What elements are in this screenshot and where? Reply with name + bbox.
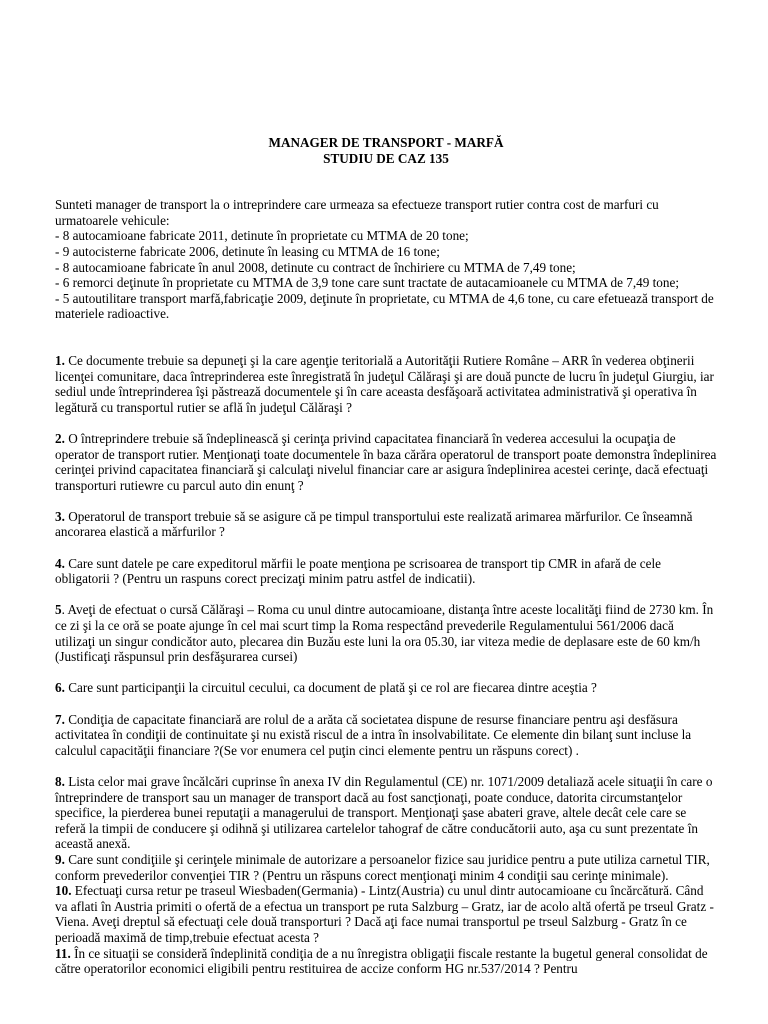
question-number: 7. — [55, 711, 65, 727]
question-number: 5 — [55, 602, 62, 618]
question-text: Condiţia de capacitate financiară are rolul de a arăta că societatea dispune de resurse financiare pentru aşi desfăsura activitatea în condiţii de continuitate şi nu există riscul de a intra în insolvabilitate. Ce elemente din bilanţ sunt incluse la calculul capacităţii financiare ?(Se vor enumera cel puţin cinci elemente pentru un răspuns corect) . — [55, 711, 692, 758]
question-4 — [55, 556, 717, 587]
question-5 — [55, 602, 717, 664]
question-6 — [55, 680, 717, 696]
question-8 — [55, 774, 717, 852]
question-text: Ce documente trebuie sa depuneţi şi la care agenţie teritorială a Autorităţii Rutiere Române – ARR în vederea obţinerii licenţei comunitare, daca întreprinderea este înregistrată în judeţul Călăraşi şi are două puncte de lucru în judeţul Giurgiu, iar sediul unde întreprinderea îşi păstrează documentele şi în care aceasta desfăşoară activitatea administrativă şi operativa în legătură cu transportul rutier se află în judeţul Călăraşi ? — [55, 352, 714, 415]
question-number: 10. — [55, 883, 72, 899]
document-title: MANAGER DE TRANSPORT - MARFĂ — [268, 135, 504, 150]
question-10 — [55, 883, 717, 945]
question-text: O întreprindere trebuie să îndeplinească şi cerinţa privind capacitatea financiară în vederea accesului la ocupaţia de operator de transport rutier. Menţionaţi toate documentele în baza cărăra operatorul de transport poate demonstra îndeplinirea cerinţei privind capacitatea financiară şi calculaţi nivelul financiar care ar asigura îndeplinirea acestei cerinţe, dacă efectuaţi transporturi rutiewre cu parcul auto din enunţ ? — [55, 430, 717, 493]
question-11 — [55, 946, 717, 977]
question-2 — [55, 431, 717, 493]
vehicle-item: - 9 autocisterne fabricate 2006, detinute în leasing cu MTMA de 16 tone; — [55, 243, 440, 259]
vehicle-item: - 6 remorci deţinute în proprietate cu MTMA de 3,9 tone care sunt tractate de autacamioanele cu MTMA de 7,49 tone; — [55, 275, 679, 291]
question-7 — [55, 712, 717, 759]
question-text: Care sunt datele pe care expeditorul mărfii le poate menţiona pe scrisoarea de transport tip CMR in afară de cele obligatorii ? (Pentru un raspuns corect precizaţi minim patru astfel de indicatii). — [55, 555, 662, 587]
question-number: 8. — [55, 773, 65, 789]
question-1 — [55, 353, 717, 415]
question-text: În ce situaţii se consideră îndeplinită condiţia de a nu înregistra obligaţii fiscale restante la bugetul general consolidat de către operatorilor economici eligibili pentru restituirea de accize conform HG nr.537/2014 ? Pentru — [55, 945, 708, 977]
intro-block — [55, 197, 717, 322]
question-number: 3. — [55, 508, 65, 524]
question-number: 9. — [55, 851, 65, 867]
vehicle-item: - 8 autocamioane fabricate în anul 2008, detinute cu contract de închiriere cu MTMA de 7,49 tone; — [55, 259, 576, 275]
question-text: Efectuaţi cursa retur pe traseul Wiesbaden(Germania) - Lintz(Austria) cu unul dintr autocamioane cu încărcătură. Când va aflati în Austria primiti o ofertă de a efectua un transport pe ruta Salzburg – Gratz, iar de acolo altă ofertă pe trseul Gratz - Viena. Aveţi dreptul să efectuaţi cele două transporturi ? Dacă aţi face numai transportul pe trseul Salzburg - Gratz în ce perioadă maximă de timp,trebuie efectuat acesta ? — [55, 883, 714, 945]
question-number: 2. — [55, 430, 65, 446]
question-text: Operatorul de transport trebuie să se asigure că pe timpul transportului este realizată arimarea mărfurilor. Ce înseamnă ancorarea elastică a mărfurilor ? — [55, 508, 693, 540]
question-text: Care sunt condiţiile şi cerinţele minimale de autorizare a persoanelor fizice sau juridice pentru a pute utiliza carnetul TIR, conform prevederilor convenţiei TIR ? (Pentru un răspuns corect menţionaţi minim 4 condiţii sau cerinţe minimale). — [55, 851, 710, 883]
question-number: 6. — [55, 680, 65, 696]
question-text: Lista celor mai grave încălcări cuprinse în anexa IV din Regulamentul (CE) nr. 1071/2009 detaliază acele situaţii în care o întreprindere de transport sau un manager de transport dacă au fost sancţionaţi, poate conduce, datorita circumstanţelor specifice, la pierderea bunei reputaţii a managerului de transport. Menţionaţi şase abateri grave, altele decât cele care se referă la timpii de conducere şi odihnă şi utilizarea cartelelor tahograf de către conducătorii auto, aşa cu sunt prezentate în această anexă. — [55, 773, 713, 852]
question-number: 11. — [55, 945, 71, 961]
document-subtitle: STUDIU DE CAZ 135 — [323, 150, 449, 166]
question-text: . Aveţi de efectuat o cursă Călăraşi – Roma cu unul dintre autocamioane, distanţa între aceste localităţi fiind de 2730 km. În ce zi şi la ce oră se poate ajunge în cel mai scurt timp la Roma respectând prevederile Regulamentului 561/2006 dacă utilizaţi un singur condicător auto, plecarea din Buzău este luni la ora 05.30, iar viteza medie de deplasare este de 60 km/h (Justificaţi răspunsul prin desfăşurarea cursei) — [55, 602, 714, 665]
question-number: 4. — [55, 555, 65, 571]
question-3 — [55, 509, 717, 540]
question-text: Care sunt participanţii la circuitul cecului, ca document de plată şi ce rol are fiecarea dintre aceştia ? — [68, 680, 597, 696]
document-content — [55, 135, 717, 977]
question-number: 1. — [55, 352, 65, 368]
vehicle-item: - 8 autocamioane fabricate 2011, detinute în proprietate cu MTMA de 20 tone; — [55, 228, 469, 244]
vehicle-item: - 5 autoutilitare transport marfă,fabricaţie 2009, deţinute în proprietate, cu MTMA de 4,6 tone, cu care efetuează transport de materiele radioactive. — [55, 290, 714, 322]
question-9 — [55, 852, 717, 883]
intro-text: Sunteti manager de transport la o intreprindere care urmeaza sa efectueze transport rutier contra cost de marfuri cu urmatoarele vehicule: — [55, 197, 659, 228]
